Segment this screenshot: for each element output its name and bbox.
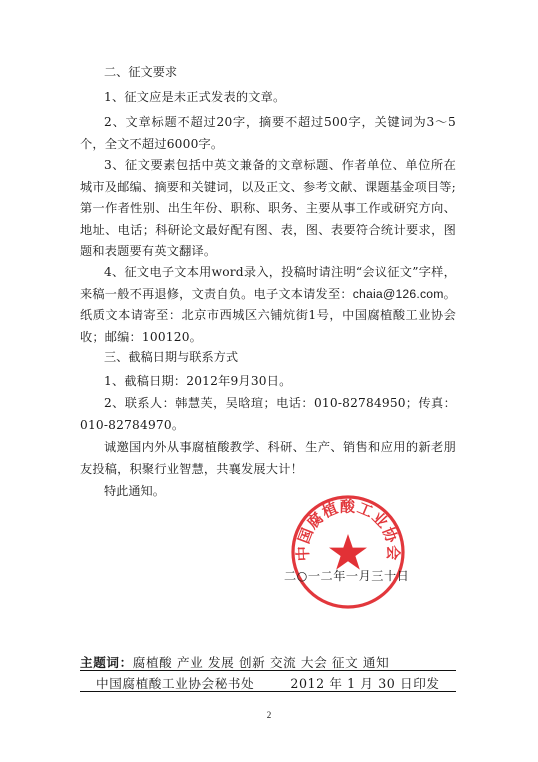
invitation-paragraph: 诚邀国内外从事腐植酸教学、科研、生产、销售和应用的新老朋友投稿，积聚行业智慧，共襄发展大计！ — [80, 440, 456, 476]
issuer-name: 中国腐植酸工业协会秘书处 — [96, 676, 255, 691]
issuer-date: 2012 年 1 月 30 日印发 — [290, 676, 440, 691]
section-heading-requirements: 二、征文要求 — [104, 65, 178, 79]
requirement-item-3: 3、征文要素包括中英文兼备的文章标题、作者单位、单位所在城市及邮编、摘要和关键词，以及正文、参考文献、课题基金项目等;第一作者性别、出生年份、职称、职务、主要从事工作或研究方向、地址、电话；科研论文最好配有图、表，图、表要符合统计要求，图题和表题要有英文翻译。 — [80, 158, 456, 258]
submission-email: chaia@126.com — [352, 286, 444, 301]
issue-date: 二○一二年一月三十日 — [284, 569, 410, 583]
keywords-value: 腐植酸 产业 发展 创新 交流 大会 征文 通知 — [132, 655, 390, 670]
issuer-line — [96, 673, 440, 692]
section-heading-deadline-contact: 三、截稿日期与联系方式 — [104, 350, 239, 364]
requirement-item-4-part-b: 。纸质文本请寄至：北京市西城区六铺炕街1号，中国腐植酸工业协会收；邮编：100120。 — [80, 286, 456, 344]
deadline-item: 1、截稿日期：2012年9月30日。 — [104, 374, 292, 388]
footer-divider-bottom — [80, 691, 456, 692]
contact-item: 2、联系人：韩慧芙，吴晗瑄；电话：010-82784950；传真：010-82784970。 — [80, 396, 456, 432]
seal-text: 中国腐植酸工业协会 — [293, 497, 403, 562]
keywords-label: 主题词： — [80, 655, 133, 670]
requirement-item-2: 2、文章标题不超过20字，摘要不超过500字，关键词为3～5个，全文不超过6000字。 — [80, 115, 456, 151]
requirement-item-1: 1、征文应是未正式发表的文章。 — [104, 90, 286, 104]
keywords-line — [80, 652, 389, 671]
official-seal — [288, 492, 408, 612]
requirement-item-4-part-a: 4、征文电子文本用word录入，投稿时请注明“会议征文”字样，来稿一般不再退修，文责自负。电子文本请发至： — [80, 265, 456, 301]
requirement-item-4 — [80, 262, 456, 348]
closing-notice: 特此通知。 — [104, 484, 165, 498]
page-number: 2 — [266, 710, 272, 720]
seal-star-icon — [329, 534, 367, 570]
footer-divider-top — [80, 670, 456, 671]
